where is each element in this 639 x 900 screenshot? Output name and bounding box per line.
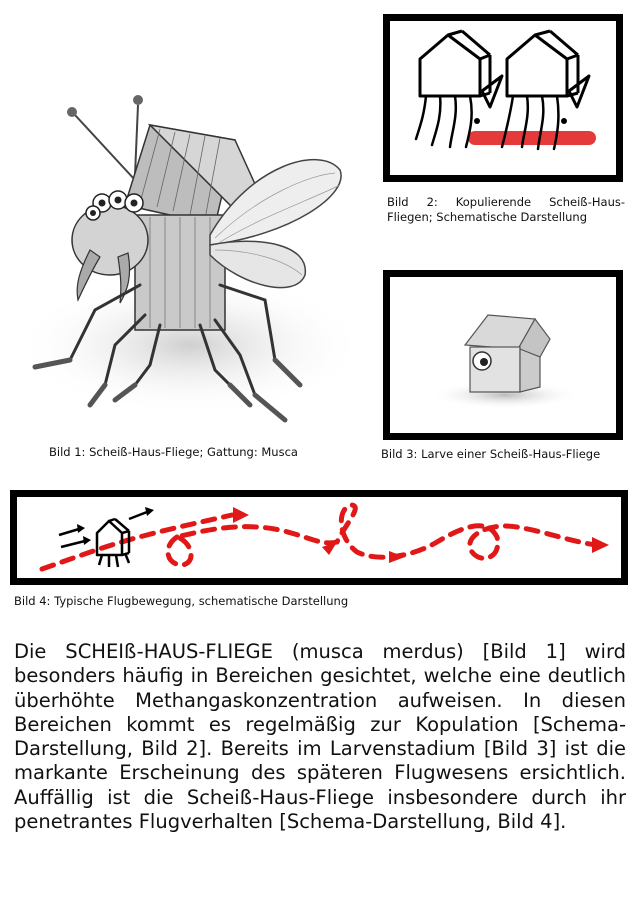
flight-path-schematic [17,497,621,578]
figure-1-caption: Bild 1: Scheiß-Haus-Fliege; Gattung: Musca [49,445,298,459]
figure-3-frame [383,270,623,440]
figure-2-frame [383,14,623,182]
figure-2-caption: Bild 2: Kopulierende Scheiß-Haus-Fliegen; Schematische Darstellung [387,195,625,224]
body-paragraph: Die SCHEIß-HAUS-FLIEGE (musca merdus) [Bild 1] wird besonders häufig in Bereichen gesichtet, welche eine deutlich überhöhte Methangaskonzentration aufweisen. In diesen Bereichen kommt es regelmäßig zur Kopulation [Schema-Darstellung, Bild 2]. Bereits im Larvenstadium [Bild 3] ist die markante Erscheinung des späteren Flugwesens ersichtlich. Auffällig ist die Scheiß-Haus-Fliege insbesondere durch ihr penetrantes Flugverhalten [Schema-Darstellung, Bild 4]. [14,640,626,834]
larva-drawing [390,277,616,433]
figure-1-illustration [10,85,370,430]
figure-4-caption: Bild 4: Typische Flugbewegung, schematische Darstellung [14,594,349,608]
house-fly-drawing [10,85,370,430]
motion-arrows-icon [59,512,147,547]
figure-4-frame [10,490,628,585]
figure-3-caption: Bild 3: Larve einer Scheiß-Haus-Fliege [381,447,601,461]
copulating-flies-schematic [390,21,616,175]
